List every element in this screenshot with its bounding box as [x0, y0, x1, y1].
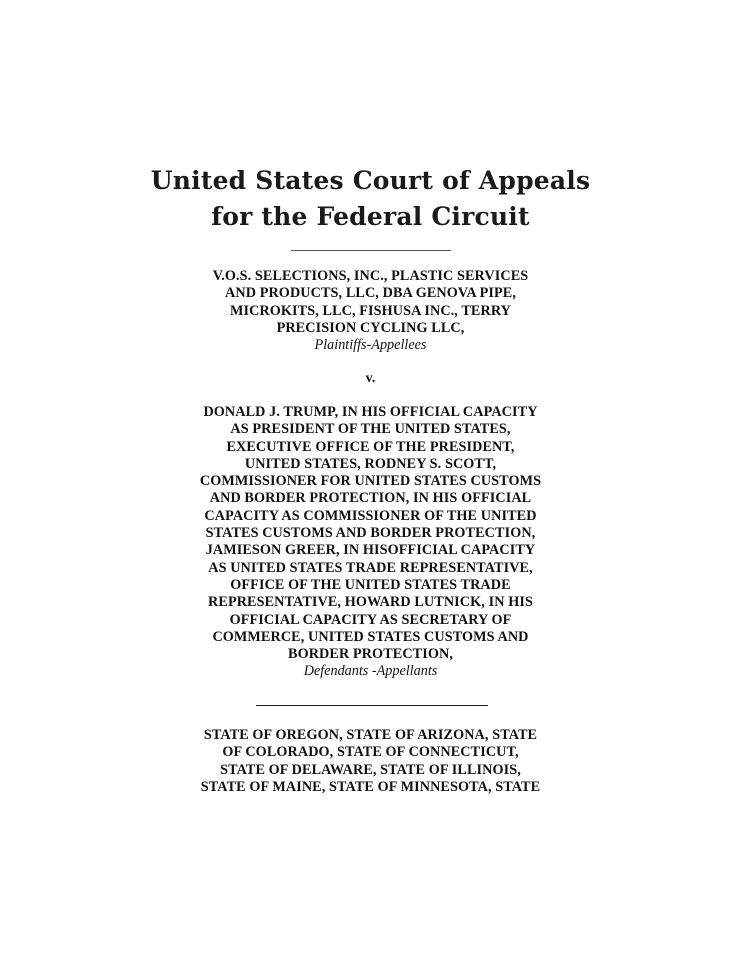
defendants-line: COMMERCE, UNITED STATES CUSTOMS AND — [212, 628, 529, 645]
defendants-line: OFFICE OF THE UNITED STATES TRADE — [230, 576, 511, 593]
defendants-line: EXECUTIVE OFFICE OF THE PRESIDENT, — [226, 438, 515, 455]
plaintiffs-line: AND PRODUCTS, LLC, DBA GENOVA PIPE, — [225, 285, 516, 302]
plaintiffs-line: MICROKITS, LLC, FISHUSA INC., TERRY — [229, 302, 512, 319]
defendants-line: DONALD J. TRUMP, IN HIS OFFICIAL CAPACITY — [203, 404, 538, 420]
defendants-line: REPRESENTATIVE, HOWARD LUTNICK, IN HIS — [208, 594, 533, 611]
defendants-line: OFFICIAL CAPACITY AS SECRETARY OF — [229, 611, 512, 628]
title-divider — [291, 250, 451, 251]
defendants-line: JAMIESON GREER, IN HISOFFICIAL CAPACITY — [205, 542, 536, 559]
defendants-role: Defendants -Appellants — [303, 663, 438, 680]
defendants-line: BORDER PROTECTION, — [288, 646, 453, 663]
states-line: OF COLORADO, STATE OF CONNECTICUT, — [222, 744, 519, 761]
defendants-line: UNITED STATES, RODNEY S. SCOTT, — [244, 455, 497, 472]
versus-label: v. — [365, 371, 376, 386]
states-line: STATE OF OREGON, STATE OF ARIZONA, STATE — [203, 727, 538, 743]
defendants-line: CAPACITY AS COMMISSIONER OF THE UNITED — [204, 507, 537, 524]
court-title-line-1: United States Court of Appeals — [150, 166, 591, 195]
plaintiffs-line: V.O.S. SELECTIONS, INC., PLASTIC SERVICES — [212, 268, 529, 284]
states-line: STATE OF DELAWARE, STATE OF ILLINOIS, — [220, 761, 521, 778]
plaintiffs-block — [150, 268, 591, 354]
defendants-line: STATES CUSTOMS AND BORDER PROTECTION, — [205, 525, 536, 542]
plaintiffs-line: PRECISION CYCLING LLC, — [276, 319, 465, 336]
defendants-line: AS PRESIDENT OF THE UNITED STATES, — [230, 421, 511, 438]
defendants-block — [150, 404, 591, 681]
court-title-line-2: for the Federal Circuit — [211, 202, 530, 231]
states-line: STATE OF MAINE, STATE OF MINNESOTA, STATE — [200, 778, 541, 795]
states-block — [150, 727, 591, 796]
section-divider — [256, 705, 488, 706]
defendants-line: AND BORDER PROTECTION, IN HIS OFFICIAL — [209, 490, 532, 507]
plaintiffs-role: Plaintiffs-Appellees — [314, 337, 427, 354]
defendants-line: AS UNITED STATES TRADE REPRESENTATIVE, — [208, 559, 533, 576]
defendants-line: COMMISSIONER FOR UNITED STATES CUSTOMS — [199, 473, 542, 490]
